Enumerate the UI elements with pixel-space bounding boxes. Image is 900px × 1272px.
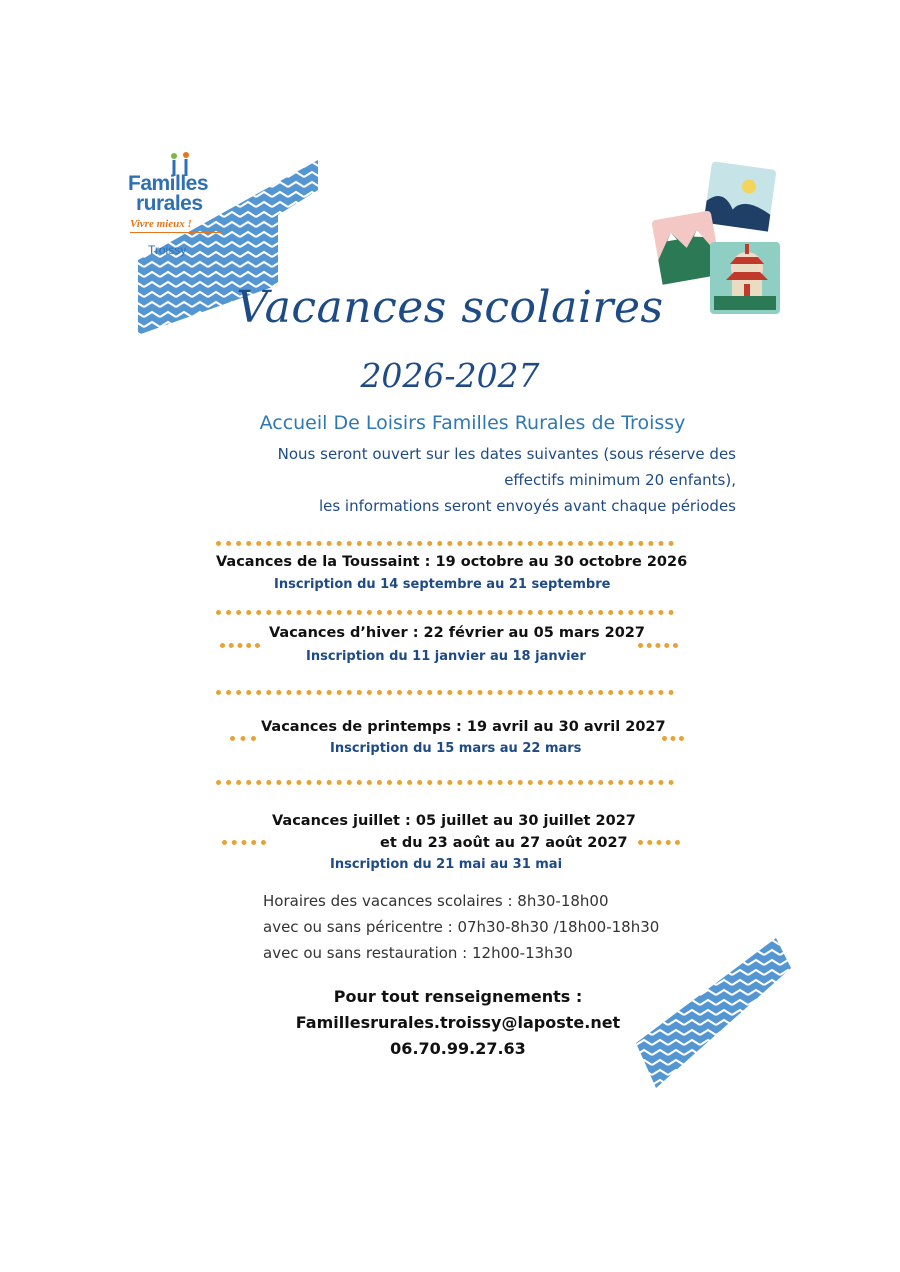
dotted-separator [220,643,260,648]
period-dates-printemps: Vacances de printemps : 19 avril au 30 avril 2027 [261,719,666,735]
period-inscription-juillet: Inscription du 21 mai au 31 mai [330,857,563,872]
dotted-separator [216,610,674,615]
period-inscription-hiver: Inscription du 11 janvier au 18 janvier [306,649,586,664]
intro-line-1: Nous seront ouvert sur les dates suivantes (sous réserve des [277,445,736,463]
dotted-separator [216,780,674,785]
logo [118,152,228,262]
logo-line-1: Familles [128,172,209,195]
hours-block [263,888,659,966]
page-subtitle: Accueil De Loisirs Familles Rurales de Troissy [259,412,686,434]
intro-line-3: les informations seront envoyés avant chaque périodes [318,497,736,515]
contact-email[interactable]: Famillesrurales.troissy@laposte.net [295,1013,621,1032]
intro-text [150,441,736,519]
hours-line-1: Horaires des vacances scolaires : 8h30-18h00 [263,892,609,910]
logo-line-2: rurales [136,192,203,215]
logo-town: Troissy [148,243,187,257]
period-dates-aout: et du 23 août au 27 août 2027 [380,835,628,851]
dotted-separator [638,643,678,648]
period-dates-toussaint: Vacances de la Toussaint : 19 octobre au 30 octobre 2026 [216,554,688,570]
hours-line-3: avec ou sans restauration : 12h00-13h30 [263,944,573,962]
dotted-separator [216,541,674,546]
logo-slogan: Vivre mieux ! [130,218,222,233]
dotted-separator [662,736,684,741]
dotted-separator [216,690,674,695]
period-inscription-toussaint: Inscription du 14 septembre au 21 septembre [274,577,611,592]
page-years: 2026-2027 [360,356,540,395]
dotted-separator [638,840,680,845]
period-dates-hiver: Vacances d’hiver : 22 février au 05 mars 2027 [269,625,645,641]
contact-heading: Pour tout renseignements : [333,987,583,1006]
dotted-separator [222,840,266,845]
period-inscription-printemps: Inscription du 15 mars au 22 mars [330,741,582,756]
hours-line-2: avec ou sans péricentre : 07h30-8h30 /18h00-18h30 [263,918,660,936]
contact-phone: 06.70.99.27.63 [390,1039,526,1058]
page-title: Vacances scolaires [236,282,664,333]
intro-line-2: effectifs minimum 20 enfants), [504,471,736,489]
period-dates-juillet: Vacances juillet : 05 juillet au 30 juillet 2027 [272,813,636,829]
dotted-separator [230,736,256,741]
zigzag-tape-bottom [636,938,791,1088]
